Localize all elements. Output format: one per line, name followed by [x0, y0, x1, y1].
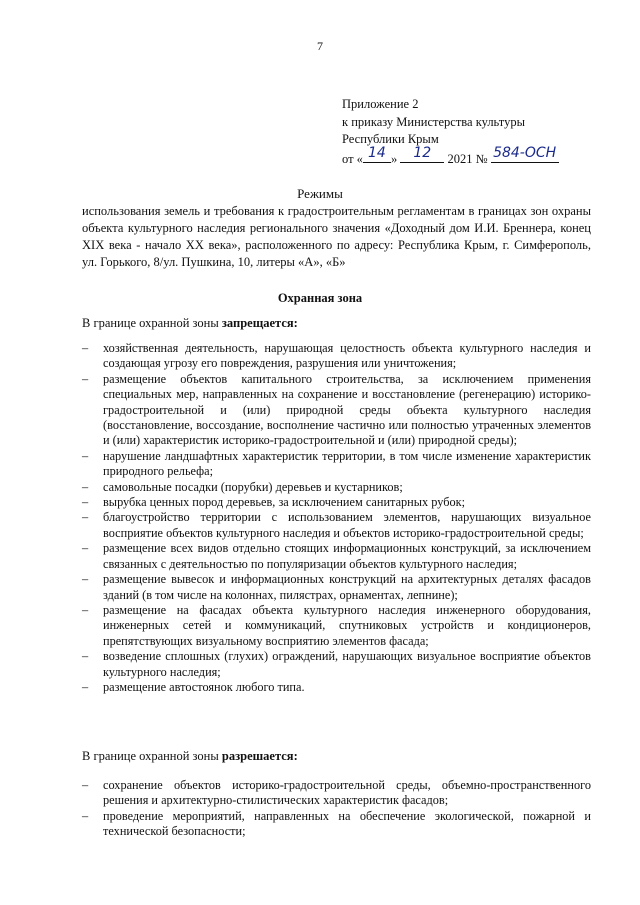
page-number: 7: [317, 39, 323, 53]
bullet-dash: –: [82, 495, 89, 510]
bullet-dash: –: [82, 649, 89, 664]
appendix-order-ref: к приказу Министерства культуры: [342, 114, 525, 129]
bullet-dash: –: [82, 602, 89, 617]
order-number-field: [491, 145, 559, 163]
list-item-text: вырубка ценных пород деревьев, за исключением санитарных рубок;: [103, 495, 466, 510]
date-month: 12: [413, 145, 432, 161]
list-item: [82, 572, 591, 603]
list-item: [82, 510, 591, 541]
list-item-text: размещение всех видов отдельно стоящих информационных конструкций, за исключением связанных с деятельностью по популяризации объектов культурного наследия;: [103, 541, 591, 571]
date-day: 14: [368, 145, 386, 161]
list-item: [82, 495, 591, 510]
list-item: [82, 649, 591, 680]
date-prefix: от «: [342, 151, 363, 166]
list-item-text: проведение мероприятий, направленных на обеспечение экологической, пожарной и технической безопасности;: [103, 808, 591, 839]
prohibited-intro-text: В границе охранной зоны: [82, 316, 222, 330]
bullet-dash: –: [82, 448, 89, 463]
list-item-text: нарушение ландшафтных характеристик территории, в том числе изменение характеристик природного рельефа;: [103, 448, 591, 479]
bullet-dash: –: [82, 572, 89, 587]
date-day-field: [363, 145, 391, 163]
list-item-text: размещение вывесок и информационных конструкций на архитектурных деталях фасадов зданий (в том числе на колоннах, пилястрах, орнаментах, лепнине);: [103, 572, 591, 602]
list-item-text: возведение сплошных (глухих) ограждений, нарушающих визуальное восприятие объектов культурного наследия;: [103, 649, 591, 679]
prohibited-intro-bold: запрещается:: [221, 316, 298, 330]
appendix-label: Приложение 2: [342, 97, 419, 111]
date-year: 2021 №: [447, 151, 488, 166]
list-item: [82, 372, 591, 449]
allowed-intro-text: В границе охранной зоны: [82, 749, 222, 763]
date-mid: »: [390, 151, 398, 166]
list-item-text: размещение объектов капитального строительства, за исключением применения специальных мер, направленных на сохранение и восстановление (регенерацию) историко-градостроительной и (или) природной среды объекта культурного наследия (восстановление, воссоздание, восполнение частично или полностью утраченных элементов и (или) характеристик историко-градостроительной и (или) природной среды);: [103, 371, 591, 448]
list-item: [82, 480, 591, 495]
prohibited-list: [82, 341, 591, 695]
appendix-republic: Республики Крым: [342, 132, 439, 146]
document-subtitle: использования земель и требования к градостроительным регламентам в границах зон охраны объекта культурного наследия регионального значения «Доходный дом И.И. Бреннера, конец XIX века - начало XX века», расположенного по адресу: Республика Крым, г. Симферополь, ул. Горького, 8/ул. Пушкина, 10, литеры «А», «Б»: [82, 204, 591, 269]
list-item: [82, 809, 591, 840]
list-item-text: хозяйственная деятельность, нарушающая целостность объекта культурного наследия и создающая угрозу его повреждения, разрушения или уничтожения;: [103, 341, 591, 371]
bullet-dash: –: [82, 371, 89, 386]
list-item: [82, 778, 591, 809]
list-item-text: размещение автостоянок любого типа.: [103, 679, 305, 694]
bullet-dash: –: [82, 510, 89, 525]
list-item-text: самовольные посадки (порубки) деревьев и кустарников;: [103, 479, 403, 494]
prohibited-intro: [82, 316, 298, 331]
appendix-date-line: [342, 145, 602, 169]
allowed-intro-bold: разрешается:: [221, 749, 298, 763]
list-item: [82, 541, 591, 572]
allowed-intro: [82, 749, 298, 764]
list-item: [82, 449, 591, 480]
appendix-header: [342, 96, 602, 168]
list-item-text: сохранение объектов историко-градостроительной среды, объемно-пространственного решения и архитектурно-стилистических характеристик фасадов;: [103, 778, 591, 808]
section-heading: Охранная зона: [277, 291, 363, 305]
bullet-dash: –: [82, 541, 89, 556]
bullet-dash: –: [82, 778, 89, 792]
list-item: [82, 680, 591, 695]
bullet-dash: –: [82, 479, 89, 494]
bullet-dash: –: [82, 808, 89, 823]
list-item-text: благоустройство территории с использованием элементов, нарушающих визуальное восприятие объектов культурного наследия и объектов историко-градостроительной среды;: [103, 510, 591, 540]
list-item: [82, 341, 591, 372]
date-month-field: [400, 145, 444, 163]
bullet-dash: –: [82, 341, 89, 355]
list-item: [82, 603, 591, 649]
allowed-list: [82, 778, 591, 840]
list-item-text: размещение на фасадах объекта культурного наследия инженерного оборудования, инженерных сетей и коммуникаций, спутниковых устройств и кондиционеров, препятствующих визуальному восприятию элементов фасада;: [103, 602, 591, 648]
bullet-dash: –: [82, 679, 89, 694]
document-title: Режимы: [297, 186, 343, 201]
order-number: 584-ОСН: [493, 145, 557, 161]
